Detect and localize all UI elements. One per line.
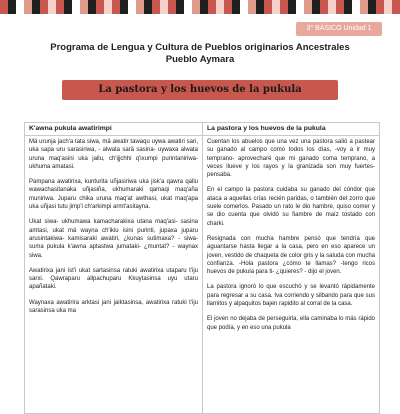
border-pattern-segment: [152, 0, 160, 14]
border-pattern-segment: [336, 0, 344, 14]
border-pattern-segment: [232, 0, 240, 14]
border-pattern-segment: [216, 0, 224, 14]
story-title-banner: [62, 80, 338, 100]
spanish-paragraph: Resignada con mucha hambre pensó que tendría que aguantarse hasta llegar a la casa, pero en eso aparece un joven, vestido de chaqueta de color gris y la saluda con mucha confianza. -Hola pastora ¿cómo te llamas? -tengo ricos huevos de pukula para ti- ¿quieres? - dijo el joven.: [207, 235, 375, 276]
border-pattern-segment: [248, 0, 256, 14]
border-pattern-segment: [16, 0, 24, 14]
border-pattern-segment: [208, 0, 216, 14]
aymara-column-header: K'awna pukula awatirimpi: [25, 123, 202, 136]
border-pattern-segment: [128, 0, 136, 14]
unit-badge: 3° BÁSICO Unidad 1: [296, 22, 382, 36]
aymara-column: [25, 123, 202, 413]
aymara-paragraph: Mä urunja jach'a tata siwa, mä awatir tawaqu uywa awatiri sari, uka sapa uru sarasiriwa, - alwata sarä sasina- uywaxa alwata uruna maq'asini uka jallu, ch'ijjchhi q'ixumpi purintaniriwa- ukhuma amatasi.: [29, 139, 198, 170]
border-pattern-segment: [344, 0, 352, 14]
border-pattern-segment: [32, 0, 40, 14]
aymara-column-body: [25, 136, 202, 317]
border-pattern-segment: [288, 0, 296, 14]
border-pattern-segment: [360, 0, 368, 14]
program-title-line2: Pueblo Aymara: [165, 54, 235, 65]
border-pattern-segment: [168, 0, 176, 14]
border-pattern-segment: [120, 0, 128, 14]
border-pattern-segment: [280, 0, 288, 14]
border-pattern-segment: [144, 0, 152, 14]
spanish-column-header: La pastora y los huevos de la pukula: [203, 123, 379, 136]
aymara-paragraph: Ukat siwa- ukhumawa kamacharakixa utana maq'asi- sasina amtasi, ukat mä wayna ch'ikiu isini purinti, jupaxa juparu arusintakiwa- kamisaraki awatiri, ¿kunas sutimaxa? - siwa- suma pukula k'awna aptastwa jumataki- ¿muntat? - waynax siwa.: [29, 219, 198, 259]
border-pattern-segment: [176, 0, 184, 14]
border-pattern-segment: [256, 0, 264, 14]
bilingual-story-table: [24, 122, 380, 414]
border-pattern-segment: [200, 0, 208, 14]
border-pattern-segment: [96, 0, 104, 14]
border-pattern-segment: [24, 0, 32, 14]
border-pattern-segment: [384, 0, 392, 14]
border-pattern-segment: [80, 0, 88, 14]
story-title: La pastora y los huevos de la pukula: [98, 84, 302, 95]
border-pattern-segment: [72, 0, 80, 14]
border-pattern-segment: [0, 0, 8, 14]
border-pattern-segment: [272, 0, 280, 14]
border-pattern-segment: [304, 0, 312, 14]
spanish-column: [202, 123, 379, 413]
border-pattern-segment: [160, 0, 168, 14]
spanish-column-body: [203, 136, 379, 334]
border-pattern-segment: [40, 0, 48, 14]
border-pattern-segment: [184, 0, 192, 14]
border-pattern-segment: [104, 0, 112, 14]
border-pattern-segment: [264, 0, 272, 14]
spanish-paragraph: Cuentan los abuelos que una vez una pastora salió a pastear su ganado al campo como todos los días, -voy a ir muy temprano- aprovecharé que mi ganado coma temprano, a veces llueve y los rayos y la granizada son muy fuertes- pensaba.: [207, 139, 375, 179]
border-pattern-segment: [328, 0, 336, 14]
spanish-paragraph: En el campo la pastora cuidaba su ganado del cóndor que ataca a aquellas crías recién paridas, o también del zorro que suele comerlos. Pasado un rato le dio hambre, quiso comer y se dio cuenta que olvidó su fiambre de maíz tostado con charki.: [207, 187, 375, 227]
border-pattern-segment: [240, 0, 248, 14]
border-pattern-segment: [312, 0, 320, 14]
border-pattern-segment: [136, 0, 144, 14]
spanish-paragraph: La pastora ignoró lo que escuchó y se levantó rápidamente para regresar a su casa. Iva corriendo y silbando para que sus llamitos y alpaquitos bajen rapidito al corral de la casa.: [207, 284, 375, 308]
border-pattern-segment: [192, 0, 200, 14]
border-pattern-segment: [392, 0, 400, 14]
aymara-paragraph: Awatirixa jani ist'i ukat sartasinsa ratuki awatirixa utaparu t'iju sarxi. Qawraparu allpachuparu Kkuytasinsa uyu utaru apañataki.: [29, 267, 198, 291]
program-title-line1: Programa de Lengua y Cultura de Pueblos originarios Ancestrales: [50, 42, 350, 53]
border-pattern-segment: [8, 0, 16, 14]
border-pattern-segment: [368, 0, 376, 14]
border-pattern-segment: [88, 0, 96, 14]
border-pattern-segment: [224, 0, 232, 14]
border-pattern-segment: [48, 0, 56, 14]
border-pattern-segment: [56, 0, 64, 14]
border-pattern-segment: [376, 0, 384, 14]
border-pattern-segment: [320, 0, 328, 14]
aymara-paragraph: Waynaxa awatirira arktasi jani jaiktasinsa, awatirixa ratuki t'iju sarasinsa uka ma: [29, 299, 198, 315]
decorative-border: [0, 0, 400, 14]
border-pattern-segment: [64, 0, 72, 14]
border-pattern-segment: [112, 0, 120, 14]
aymara-paragraph: Pampana awatirixa, kunturita uñjasiriwa uka jisk'a qawra qallu wawachasitanaka uñjasiña, ukhumaraki qamaqi maq'aña muniriwa. Juparu chika uruna maq'at awthasi, ukat maq'apa uka uñjasi tutu jimp'i ch'arkimpi armt'asitayna.: [29, 179, 198, 211]
border-pattern-segment: [296, 0, 304, 14]
spanish-paragraph: El joven no dejaba de perseguirla, ella caminaba lo más rápido que podía, y en eso una pukula: [207, 316, 375, 331]
border-pattern-segment: [352, 0, 360, 14]
program-title: [0, 42, 400, 66]
